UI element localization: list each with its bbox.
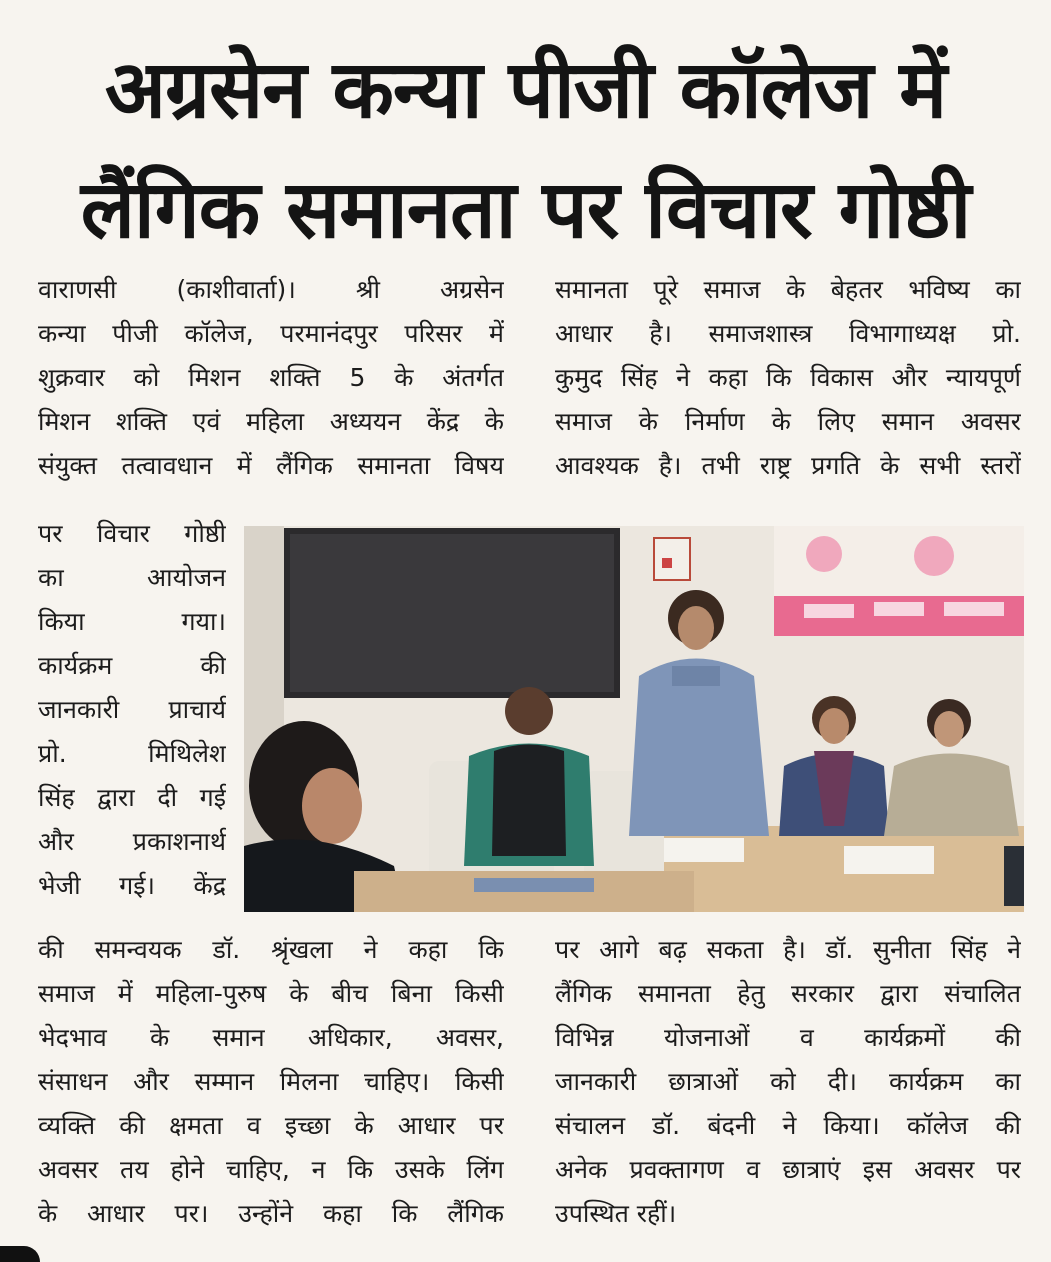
article-headline xyxy=(20,30,1031,270)
body-line: जानकारी छात्राओं को दी। कार्यक्रम का xyxy=(555,1067,1021,1096)
body-line: शुक्रवार को मिशन शक्ति 5 के अंतर्गत xyxy=(38,363,504,392)
body-line: कार्यक्रम की xyxy=(38,651,226,680)
body-line: अवसर तय होने चाहिए, न कि उसके लिंग xyxy=(38,1155,504,1184)
body-line: की समन्वयक डॉ. श्रृंखला ने कहा कि xyxy=(38,935,504,964)
body-line: जानकारी प्राचार्य xyxy=(38,695,226,724)
headline-line-2: लैंगिक समानता पर विचार गोष्ठी xyxy=(80,163,971,256)
body-line: समानता पूरे समाज के बेहतर भविष्य का xyxy=(555,275,1021,304)
body-line: संसाधन और सम्मान मिलना चाहिए। किसी xyxy=(38,1067,504,1096)
body-line: आवश्यक है। तभी राष्ट्र प्रगति के सभी स्तरों xyxy=(555,451,1021,480)
body-line: पर विचार गोष्ठी xyxy=(38,519,226,548)
body-line: कन्या पीजी कॉलेज, परमानंदपुर परिसर में xyxy=(38,319,504,348)
body-line: प्रो. मिथिलेश xyxy=(38,739,226,768)
body-line: और प्रकाशनार्थ xyxy=(38,827,226,856)
body-line: उपस्थित रहीं। xyxy=(555,1199,677,1228)
seminar-photo xyxy=(244,526,1024,912)
body-line: वाराणसी (काशीवार्ता)। श्री अग्रसेन xyxy=(38,275,504,304)
body-line: का आयोजन xyxy=(38,563,226,592)
headline-line-1: अग्रसेन कन्या पीजी कॉलेज में xyxy=(104,43,947,136)
body-line: विभिन्न योजनाओं व कार्यक्रमों की xyxy=(555,1023,1021,1052)
body-line: व्यक्ति की क्षमता व इच्छा के आधार पर xyxy=(38,1111,504,1140)
body-line: भेजी गई। केंद्र xyxy=(38,871,226,900)
seminar-photo-icon xyxy=(244,526,1024,912)
body-line: संचालन डॉ. बंदनी ने किया। कॉलेज की xyxy=(555,1111,1021,1140)
body-line: भेदभाव के समान अधिकार, अवसर, xyxy=(38,1023,504,1052)
body-line: अनेक प्रवक्तागण व छात्राएं इस अवसर पर xyxy=(555,1155,1021,1184)
body-line: संयुक्त तत्वावधान में लैंगिक समानता विषय xyxy=(38,451,504,480)
body-line: के आधार पर। उन्होंने कहा कि लैंगिक xyxy=(38,1199,504,1228)
body-line: किया गया। xyxy=(38,607,226,636)
body-line: लैंगिक समानता हेतु सरकार द्वारा संचालित xyxy=(555,979,1021,1008)
body-line: कुमुद सिंह ने कहा कि विकास और न्यायपूर्ण xyxy=(555,363,1021,392)
page-corner-shadow xyxy=(0,1246,40,1262)
body-line: पर आगे बढ़ सकता है। डॉ. सुनीता सिंह ने xyxy=(555,935,1021,964)
body-line: मिशन शक्ति एवं महिला अध्ययन केंद्र के xyxy=(38,407,504,436)
body-line: सिंह द्वारा दी गई xyxy=(38,783,226,812)
body-line: आधार है। समाजशास्त्र विभागाध्यक्ष प्रो. xyxy=(555,319,1021,348)
body-line: समाज के निर्माण के लिए समान अवसर xyxy=(555,407,1021,436)
body-line: समाज में महिला-पुरुष के बीच बिना किसी xyxy=(38,979,504,1008)
